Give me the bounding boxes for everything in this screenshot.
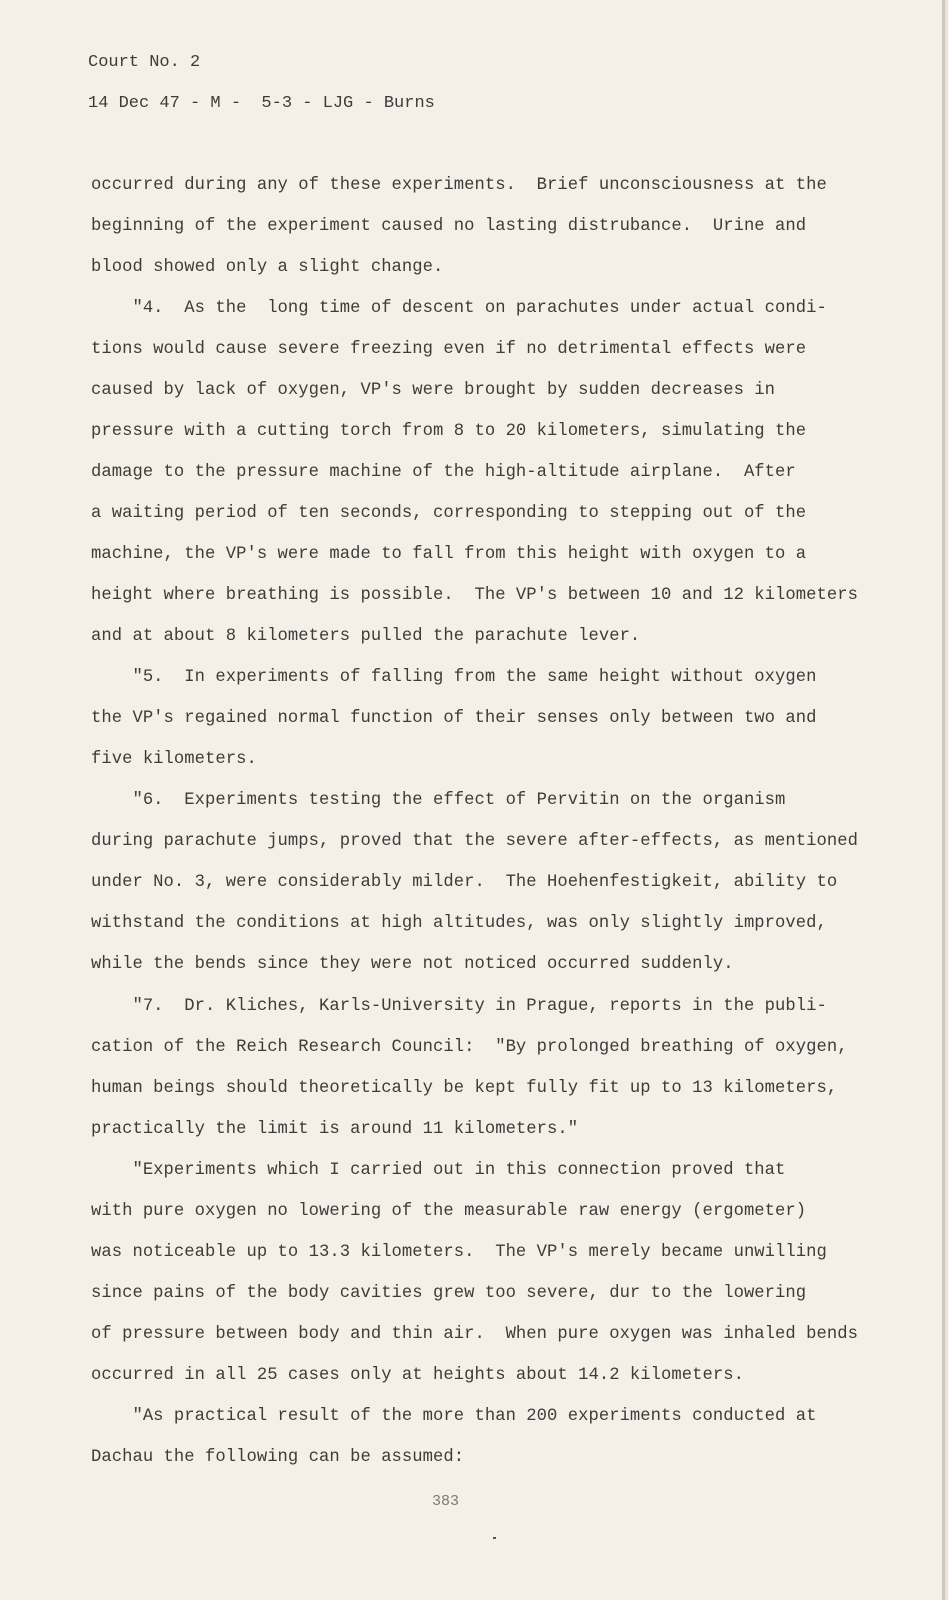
text-line: "5. In experiments of falling from the same height without oxygen [91, 668, 817, 687]
reference-line: 14 Dec 47 - M - 5-3 - LJG - Burns [88, 94, 435, 113]
text-line: "7. Dr. Kliches, Karls-University in Prague, reports in the publi- [91, 997, 827, 1016]
text-line: tions would cause severe freezing even if no detrimental effects were [91, 340, 807, 359]
text-line: human beings should theoretically be kept fully fit up to 13 kilometers, [91, 1079, 838, 1098]
text-line: "As practical result of the more than 200 experiments conducted at [91, 1407, 817, 1426]
text-line: practically the limit is around 11 kilometers." [91, 1120, 579, 1139]
text-line: height where breathing is possible. The VP's between 10 and 12 kilometers [91, 586, 858, 605]
text-line: a waiting period of ten seconds, corresponding to stepping out of the [91, 504, 807, 523]
ink-speck [493, 1537, 496, 1539]
text-line: five kilometers. [91, 750, 257, 769]
text-line: since pains of the body cavities grew too severe, dur to the lowering [91, 1284, 807, 1303]
text-line: caused by lack of oxygen, VP's were brought by sudden decreases in [91, 381, 776, 400]
text-line: with pure oxygen no lowering of the measurable raw energy (ergometer) [91, 1202, 807, 1221]
page-edge [942, 0, 945, 1600]
text-line: of pressure between body and thin air. When pure oxygen was inhaled bends [91, 1325, 858, 1344]
text-line: cation of the Reich Research Council: "By prolonged breathing of oxygen, [91, 1038, 848, 1057]
text-line: "6. Experiments testing the effect of Pervitin on the organism [91, 791, 786, 810]
text-line: machine, the VP's were made to fall from this height with oxygen to a [91, 545, 807, 564]
text-line: pressure with a cutting torch from 8 to 20 kilometers, simulating the [91, 422, 807, 441]
text-line: "4. As the long time of descent on parachutes under actual condi- [91, 299, 827, 318]
text-line: occurred during any of these experiments. Brief unconsciousness at the [91, 176, 827, 195]
text-line: blood showed only a slight change. [91, 258, 444, 277]
page-number: 383 [432, 1493, 460, 1510]
text-line: during parachute jumps, proved that the severe after-effects, as mentioned [91, 832, 858, 851]
text-line: damage to the pressure machine of the high-altitude airplane. After [91, 463, 796, 482]
text-line: occurred in all 25 cases only at heights about 14.2 kilometers. [91, 1366, 744, 1385]
text-line: "Experiments which I carried out in this connection proved that [91, 1161, 786, 1180]
text-line: and at about 8 kilometers pulled the parachute lever. [91, 627, 641, 646]
court-number: Court No. 2 [88, 53, 201, 72]
text-line: the VP's regained normal function of their senses only between two and [91, 709, 817, 728]
text-line: beginning of the experiment caused no lasting distrubance. Urine and [91, 217, 807, 236]
text-line: under No. 3, were considerably milder. The Hoehenfestigkeit, ability to [91, 873, 838, 892]
text-line: withstand the conditions at high altitudes, was only slightly improved, [91, 914, 827, 933]
text-line: was noticeable up to 13.3 kilometers. The VP's merely became unwilling [91, 1243, 827, 1262]
text-line: Dachau the following can be assumed: [91, 1448, 465, 1467]
text-line: while the bends since they were not noticed occurred suddenly. [91, 955, 734, 974]
